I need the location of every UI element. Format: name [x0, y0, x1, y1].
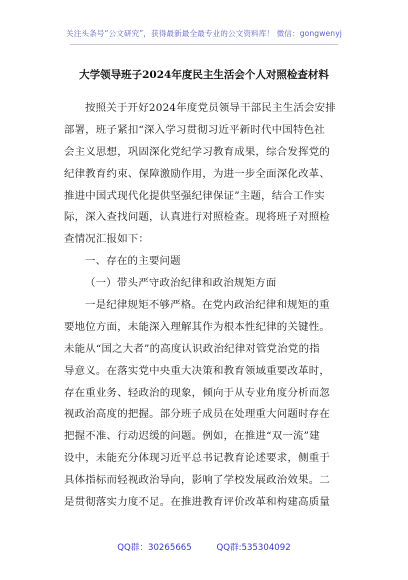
- body-line: 是贯彻落实力度不足。在推进教育评价改革和构建高质量: [64, 496, 331, 509]
- body-line: 导意义。在落实党中央重大决策和教育领域重要改革时，: [64, 364, 331, 377]
- body-line: 部署，班子紧扣“深入学习贯彻习近平新时代中国特色社: [64, 123, 325, 136]
- body-line: 一是纪律规矩不够严格。在党内政治纪律和规矩的重: [85, 299, 330, 312]
- footer-qq-group-1: QQ群：30265665: [117, 543, 192, 553]
- body-line: 未能从“国之大者”的高度认识政治纪律对管党治党的指: [64, 342, 320, 355]
- body-line: 推进中国式现代化提供坚强纪律保证”主题，结合工作实: [64, 189, 325, 202]
- header-divider: [70, 44, 338, 45]
- footer-qq-group-2: QQ群:535304092: [216, 543, 291, 553]
- body-line: 具体指标而轻视政治导向，影响了学校发展政治效果。二: [64, 474, 331, 487]
- body-line: 视政治高度的把握。部分班子成员在处理重大问题时存在: [64, 408, 331, 421]
- body-line: 把握不准、行动迟缓的问题。例如，在推进“双一流”建: [64, 430, 320, 443]
- body-line: 际，深入查找问题，认真进行对照检查。现将班子对照检: [64, 211, 331, 224]
- subsection-heading: （一）带头严守政治纪律和政治规矩方面: [85, 277, 277, 290]
- body-line: 纪律教育约束、保障激励作用，为进一步全面深化改革、: [64, 167, 331, 180]
- body-line: 会主义思想，巩固深化党纪学习教育成果，综合发挥党的: [64, 145, 331, 158]
- section-heading: 一、存在的主要问题: [85, 255, 181, 268]
- body-line: 要地位方面，未能深入理解其作为根本性纪律的关键性。: [64, 320, 331, 333]
- header-banner: 关注头条号“公文研究”，获得最新最全最专业的公文资料库！ 微信：gongwenyj: [66, 29, 342, 38]
- body-line: 按照关于开好2024年度党员领导干部民主生活会安排: [85, 102, 336, 114]
- footer-contact: [0, 541, 408, 553]
- document-body: [64, 98, 348, 514]
- body-line: 存在重业务、轻政治的现象，倾向于从专业角度分析而忽: [64, 386, 331, 399]
- body-line: 设中，未能充分体现习近平总书记教育论述要求，侧重于: [64, 452, 331, 465]
- document-title: 大学领导班子2024年度民主生活会个人对照检查材料: [79, 69, 329, 81]
- body-line: 查情况汇报如下：: [64, 233, 150, 246]
